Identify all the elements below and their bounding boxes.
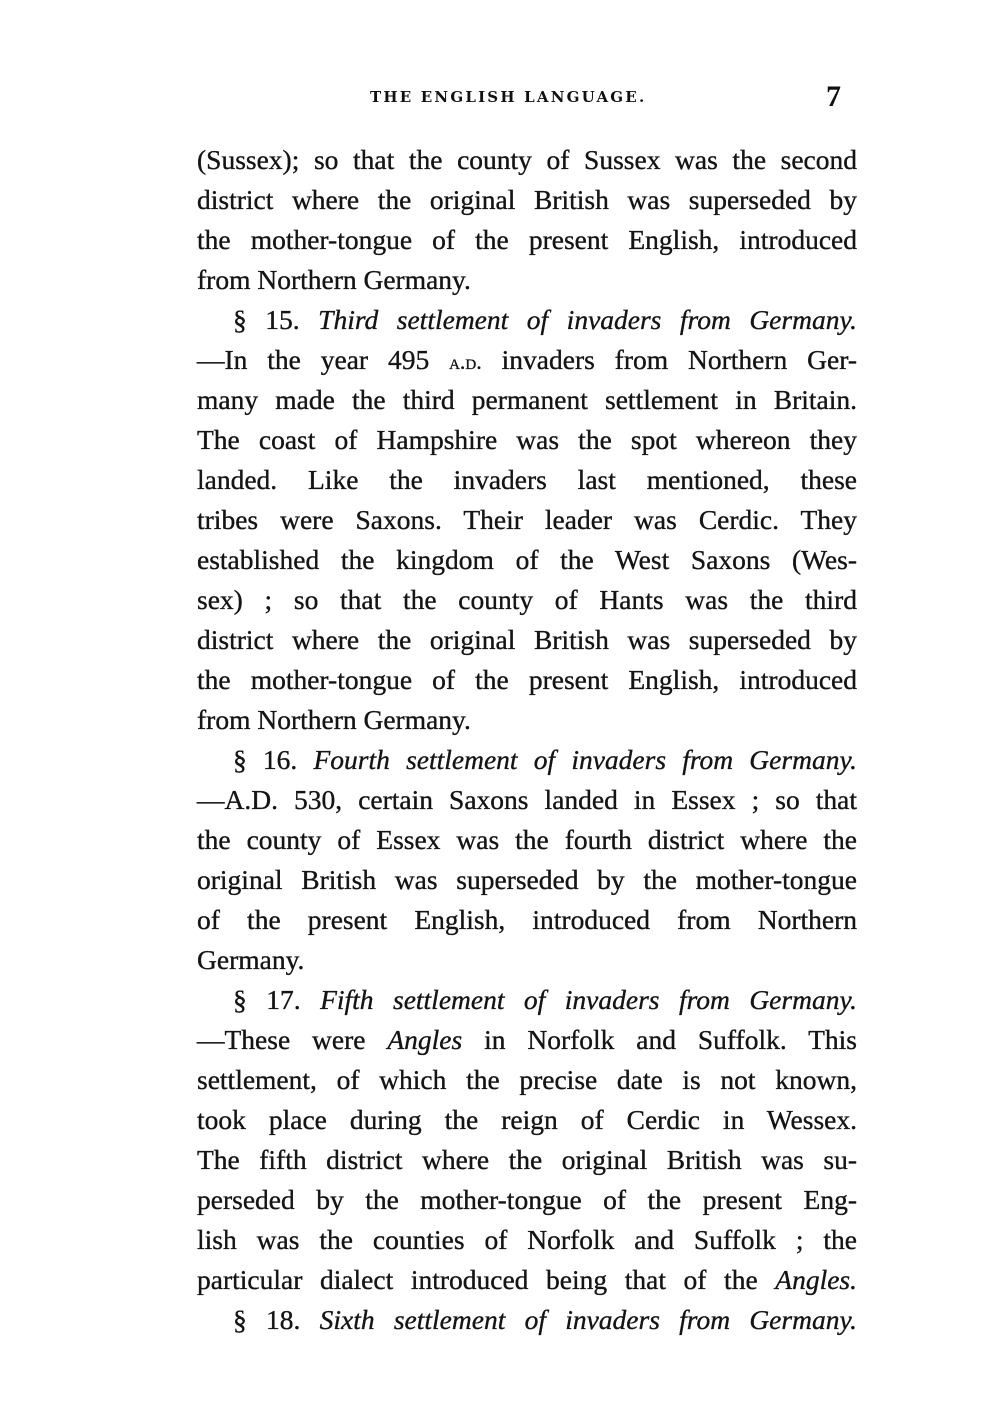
text-line: The coast of Hampshire was the spot whereon they (197, 424, 857, 455)
text-line: from Northern Germany. (197, 264, 471, 295)
text-line: the county of Essex was the fourth district where the (197, 824, 857, 855)
section-heading-18 (197, 1300, 857, 1340)
section-title: Fourth settlement of invaders from Germany. (313, 744, 858, 775)
section-title: Sixth settlement of invaders from Germany. (319, 1304, 858, 1335)
section-number: § 15. (233, 304, 300, 335)
text-line: (Sussex); so that the county of Sussex was the second (197, 144, 857, 175)
section-number: § 16. (233, 744, 298, 775)
text-line: of the present English, introduced from Northern (197, 904, 857, 935)
text-line: the mother-tongue of the present English, introduced (197, 224, 857, 255)
text-line: from Northern Germany. (197, 704, 471, 735)
text-line: —A.D. 530, certain Saxons landed in Essex ; so that (197, 784, 857, 815)
text-span: invaders from Northern Ger- (481, 344, 857, 375)
text-line: took place during the reign of Cerdic in Wessex. (197, 1104, 857, 1135)
small-caps-span: a.d. (449, 349, 482, 374)
section-heading-16 (197, 740, 857, 780)
text-line: Germany. (197, 944, 305, 975)
text-line: tribes were Saxons. Their leader was Cerdic. They (197, 504, 857, 535)
text-line: landed. Like the invaders last mentioned, these (197, 464, 857, 495)
section-number: § 18. (233, 1304, 301, 1335)
text-line: perseded by the mother-tongue of the present Eng- (197, 1184, 857, 1215)
text-line (197, 1020, 857, 1060)
text-span: —In the year 495 (197, 344, 450, 375)
text-line: sex) ; so that the county of Hants was the third (197, 584, 857, 615)
text-line: the mother-tongue of the present English, introduced (197, 664, 857, 695)
section-heading-17 (197, 980, 857, 1020)
text-line: district where the original British was superseded by (197, 184, 857, 215)
page-number: 7 (826, 80, 841, 113)
text-line: established the kingdom of the West Saxons (Wes- (197, 544, 857, 575)
text-line: district where the original British was superseded by (197, 624, 857, 655)
text-span: in Norfolk and Suffolk. This (462, 1024, 858, 1055)
text-line: original British was superseded by the mother-tongue (197, 864, 857, 895)
section-title: Third settlement of invaders from Germany. (318, 304, 858, 335)
text-line: many made the third permanent settlement in Britain. (197, 384, 857, 415)
body-text (197, 140, 857, 1340)
italic-span: Angles. (775, 1264, 857, 1295)
text-line (197, 1260, 857, 1300)
section-heading-15 (197, 300, 857, 340)
section-number: § 17. (233, 984, 301, 1015)
italic-span: Angles (387, 1024, 463, 1055)
text-line: The fifth district where the original British was su- (197, 1144, 857, 1175)
text-line: settlement, of which the precise date is not known, (197, 1064, 857, 1095)
text-line: lish was the counties of Norfolk and Suffolk ; the (197, 1224, 857, 1255)
running-title: THE ENGLISH LANGUAGE. (370, 88, 647, 106)
text-span: —These were (197, 1024, 388, 1055)
section-title: Fifth settlement of invaders from Germany. (320, 984, 858, 1015)
text-span: particular dialect introduced being that of the (197, 1264, 776, 1295)
text-line (197, 340, 857, 380)
